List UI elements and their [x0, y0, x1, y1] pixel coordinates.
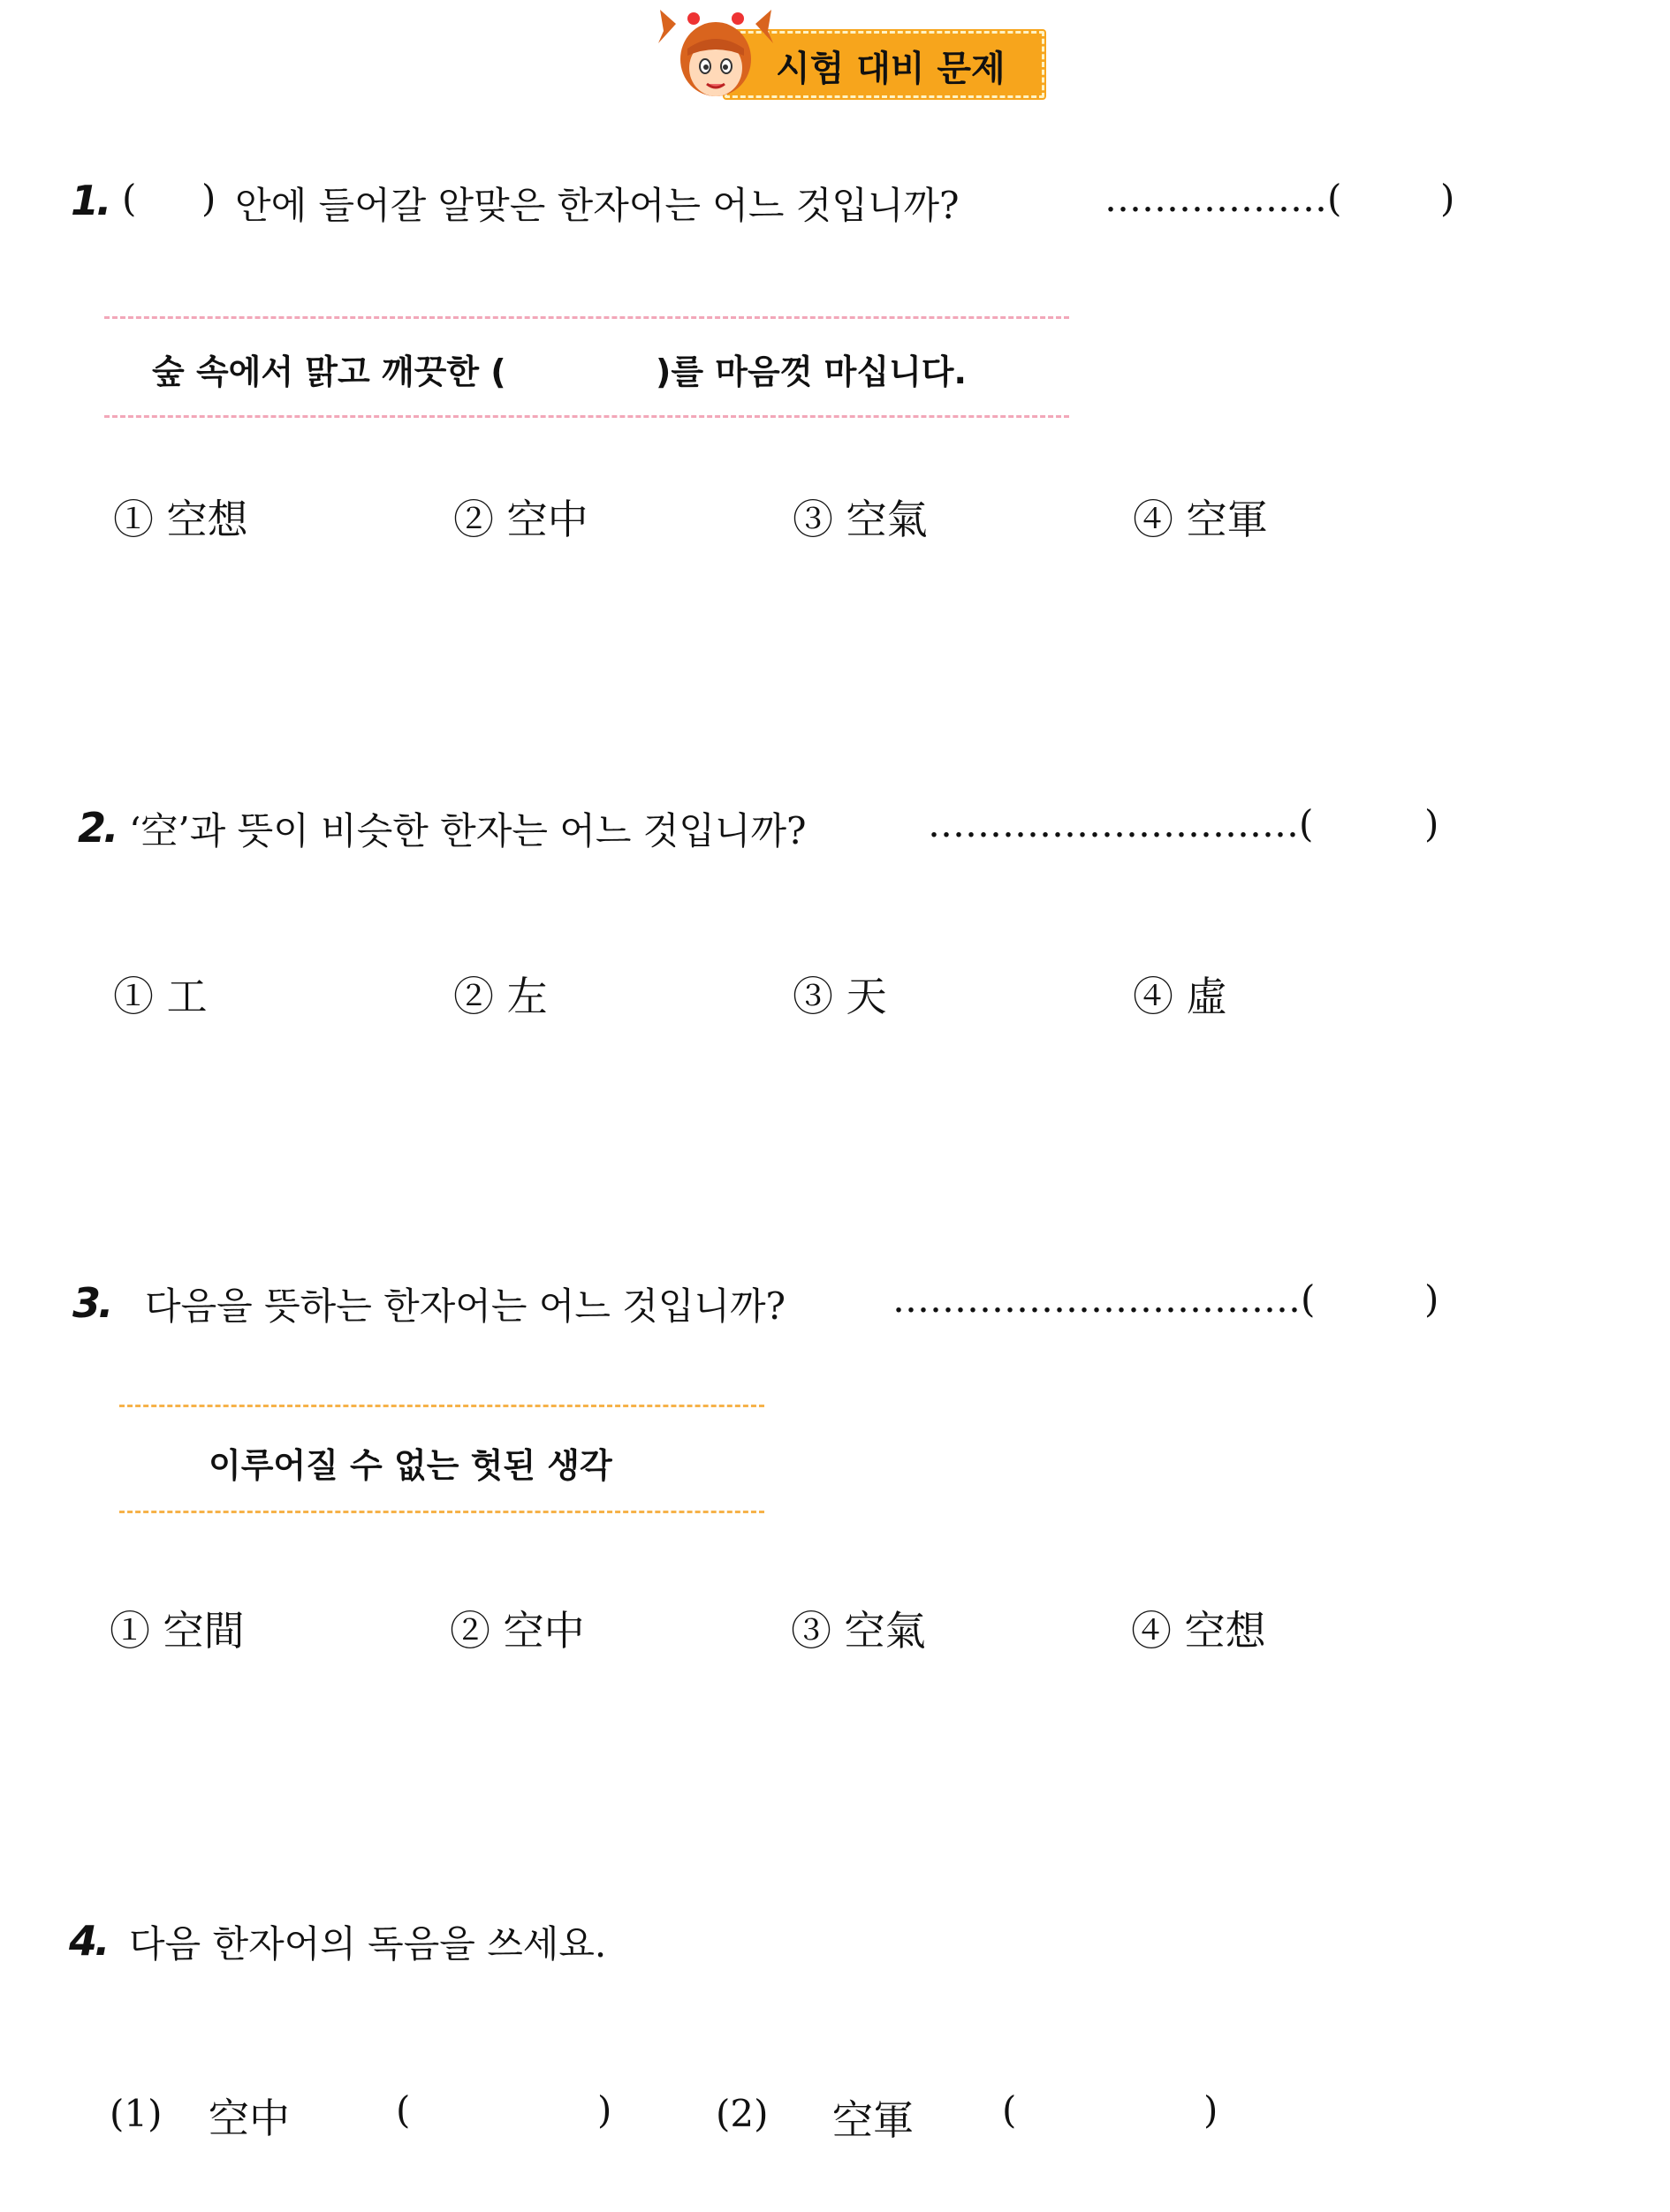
question-4-item-1-open: ( [396, 2088, 411, 2132]
question-3-box-text: 이루어질 수 없는 헛된 생각 [209, 1446, 612, 1485]
question-4-number: 4. [69, 1917, 108, 1965]
question-1-open-paren: ( [122, 177, 137, 220]
question-1-box-bottom [104, 415, 1069, 418]
question-4-item-2-open: ( [1002, 2088, 1017, 2132]
question-1-box-after: )를 마음껏 마십니다. [656, 352, 967, 391]
question-1-leader: ………………( [1104, 177, 1342, 220]
question-1-number: 1. [71, 177, 110, 224]
question-2-text: ‘空’과 뜻이 비슷한 한자는 어느 것입니까? [129, 809, 807, 852]
question-1-answer-close: ) [1440, 177, 1455, 220]
question-2-number: 2. [78, 804, 117, 852]
question-1-choice-4[interactable]: ④ 空軍 [1133, 496, 1268, 543]
question-3-box-bottom [119, 1511, 764, 1513]
question-4-text: 다음 한자어의 독음을 쓰세요. [129, 1922, 607, 1966]
question-4-item-2-word: 空軍 [832, 2096, 914, 2144]
question-3-choice-2[interactable]: ② 空中 [450, 1607, 585, 1655]
question-2-choice-2[interactable]: ② 左 [453, 973, 548, 1020]
question-2-choice-1[interactable]: ① 工 [113, 973, 208, 1020]
question-1-close-paren: ) [201, 177, 216, 220]
question-3-answer-close: ) [1424, 1277, 1439, 1321]
page-title: 시험 대비 문제 [776, 49, 1006, 89]
question-2-choice-3[interactable]: ③ 天 [793, 973, 887, 1020]
question-3-number: 3. [72, 1279, 111, 1327]
question-4-item-2-label: (2) [716, 2092, 769, 2135]
question-4-item-1-label: (1) [110, 2092, 163, 2135]
question-4-item-2-close: ) [1203, 2088, 1218, 2132]
question-1-choice-1[interactable]: ① 空想 [113, 496, 248, 543]
question-4-item-2-answer-blank[interactable] [1026, 2085, 1194, 2134]
question-3-leader: ……………………………( [892, 1277, 1316, 1321]
question-4-item-1-word: 空中 [209, 2095, 290, 2142]
question-1-box-before: 숲 속에서 맑고 깨끗한 ( [152, 352, 506, 391]
girl-mascot-icon [658, 4, 773, 103]
question-1-choice-2[interactable]: ② 空中 [453, 496, 588, 543]
question-3-choice-1[interactable]: ① 空間 [110, 1607, 245, 1655]
question-1-box-top [104, 316, 1069, 319]
question-2-leader: …………………………( [928, 802, 1314, 845]
question-4-item-1-close: ) [597, 2088, 612, 2132]
question-3-box-top [119, 1405, 764, 1407]
question-1-choice-3[interactable]: ③ 空氣 [793, 496, 928, 543]
question-2-answer-close: ) [1424, 802, 1439, 845]
question-3-choice-3[interactable]: ③ 空氣 [791, 1607, 926, 1655]
question-1-text: 안에 들어갈 알맞은 한자어는 어느 것입니까? [235, 184, 960, 227]
question-3-choice-4[interactable]: ④ 空想 [1131, 1607, 1266, 1655]
question-2-choice-4[interactable]: ④ 虛 [1133, 973, 1227, 1020]
question-3-text: 다음을 뜻하는 한자어는 어느 것입니까? [145, 1284, 786, 1328]
question-4-item-1-answer-blank[interactable] [420, 2085, 588, 2134]
